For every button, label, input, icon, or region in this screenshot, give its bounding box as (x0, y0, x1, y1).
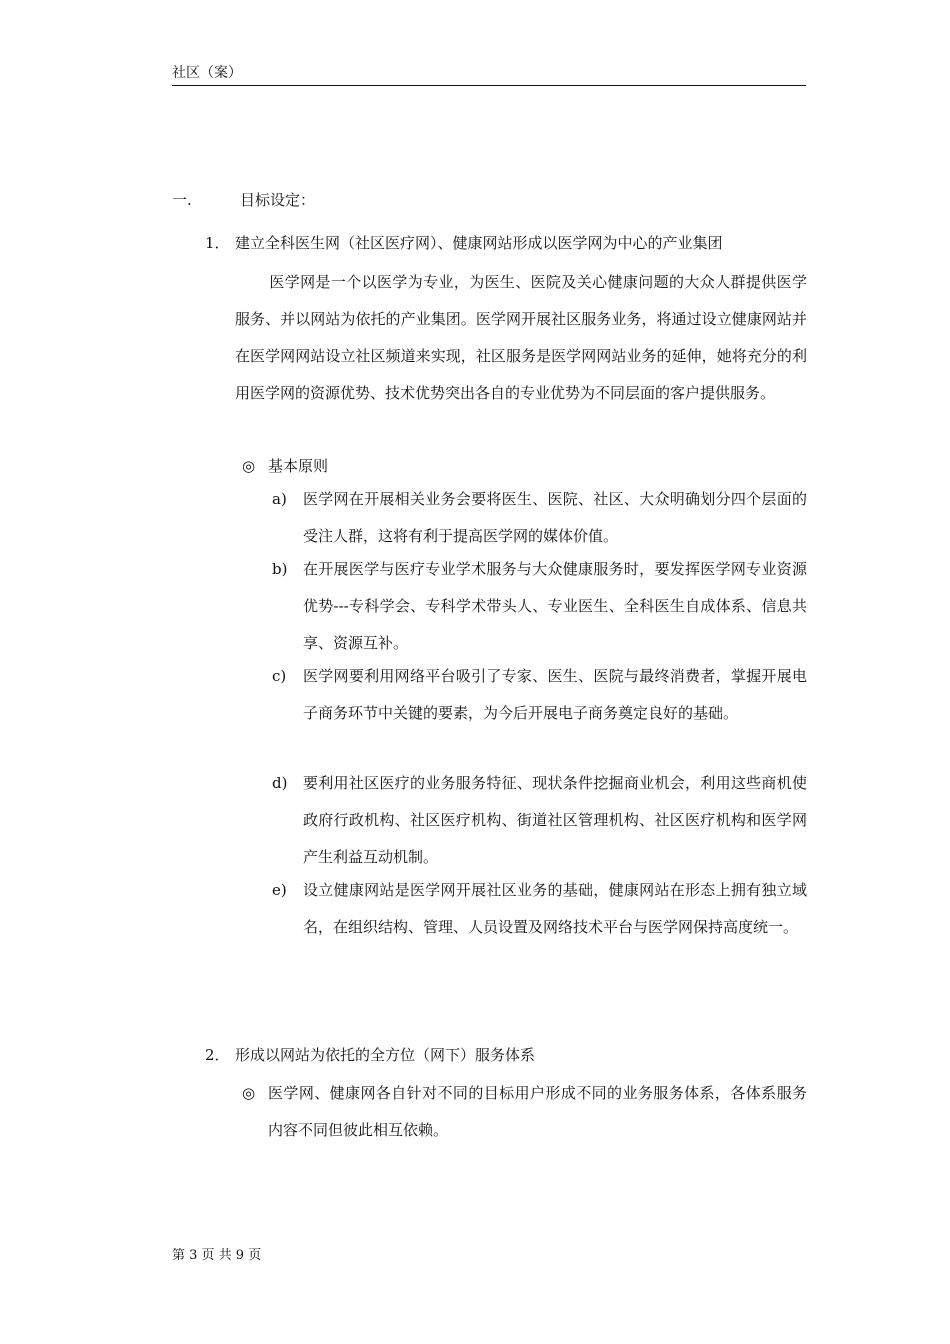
principle-item (272, 872, 807, 946)
principle-text: 要利用社区医疗的业务服务特征、现状条件挖掘商业机会，利用这些商机使政府行政机构、社区医疗机构、街道社区管理机构、社区医疗机构和医学网产生利益互动机制。 (303, 774, 807, 866)
section-heading (172, 190, 315, 210)
principle-marker: b) (272, 560, 288, 578)
principle-marker: d) (272, 774, 288, 792)
principle-marker: a) (272, 490, 287, 508)
section-title: 目标设定： (240, 191, 316, 209)
item-1-number: 1． (205, 234, 230, 252)
principles-title: 基本原则 (268, 457, 329, 475)
principle-item (272, 658, 807, 732)
principle-text: 在开展医学与医疗专业学术服务与大众健康服务时，要发挥医学网专业资源优势---专科学会、专科学术带头人、专业医生、全科医生自成体系、信息共享、资源互补。 (303, 560, 807, 652)
principle-item (272, 551, 807, 662)
principle-text: 设立健康网站是医学网开展社区业务的基础，健康网站在形态上拥有独立域名，在组织结构、管理、人员设置及网络技术平台与医学网保持高度统一。 (303, 881, 807, 936)
item-1-paragraph (235, 264, 807, 412)
page-header (172, 64, 806, 86)
principle-item (272, 481, 807, 555)
header-title: 社区（案） (172, 65, 242, 81)
principle-item (272, 765, 807, 876)
item-2-bullet-icon: ◎ (242, 1084, 256, 1102)
principle-marker: c) (272, 667, 287, 685)
item-2-heading (205, 1045, 535, 1065)
principle-text: 医学网要利用网络平台吸引了专家、医生、医院与最终消费者，掌握开展电子商务环节中关键的要素，为今后开展电子商务奠定良好的基础。 (303, 667, 807, 722)
item-1-title: 建立全科医生网（社区医疗网）、健康网站形成以医学网为中心的产业集团 (235, 234, 723, 252)
page-number-label: 第 3 页 共 9 页 (172, 1248, 262, 1263)
principles-bullet-icon: ◎ (242, 457, 256, 475)
principle-text: 医学网在开展相关业务会要将医生、医院、社区、大众明确划分四个层面的受注人群，这将有利于提高医学网的媒体价值。 (303, 490, 807, 545)
item-2-title: 形成以网站为依托的全方位（网下）服务体系 (235, 1046, 536, 1064)
item-1-heading (205, 233, 723, 253)
principle-marker: e) (272, 881, 287, 899)
item-1-paragraph-text: 医学网是一个以医学为专业，为医生、医院及关心健康问题的大众人群提供医学服务、并以网站为依托的产业集团。医学网开展社区服务业务，将通过设立健康网站并在医学网网站设立社区频道来实现，社区服务是医学网网站业务的延伸，她将充分的利用医学网的资源优势、技术优势突出各自的专业优势为不同层面的客户提供服务。 (235, 273, 807, 402)
item-2-bullet-text: 医学网、健康网各自针对不同的目标用户形成不同的业务服务体系，各体系服务内容不同但彼此相互依赖。 (268, 1084, 807, 1139)
page-footer (172, 1248, 261, 1264)
section-number: 一. (172, 191, 192, 209)
item-2-number: 2． (205, 1046, 230, 1064)
principles-heading (242, 448, 807, 485)
item-2-bullet (242, 1075, 807, 1149)
